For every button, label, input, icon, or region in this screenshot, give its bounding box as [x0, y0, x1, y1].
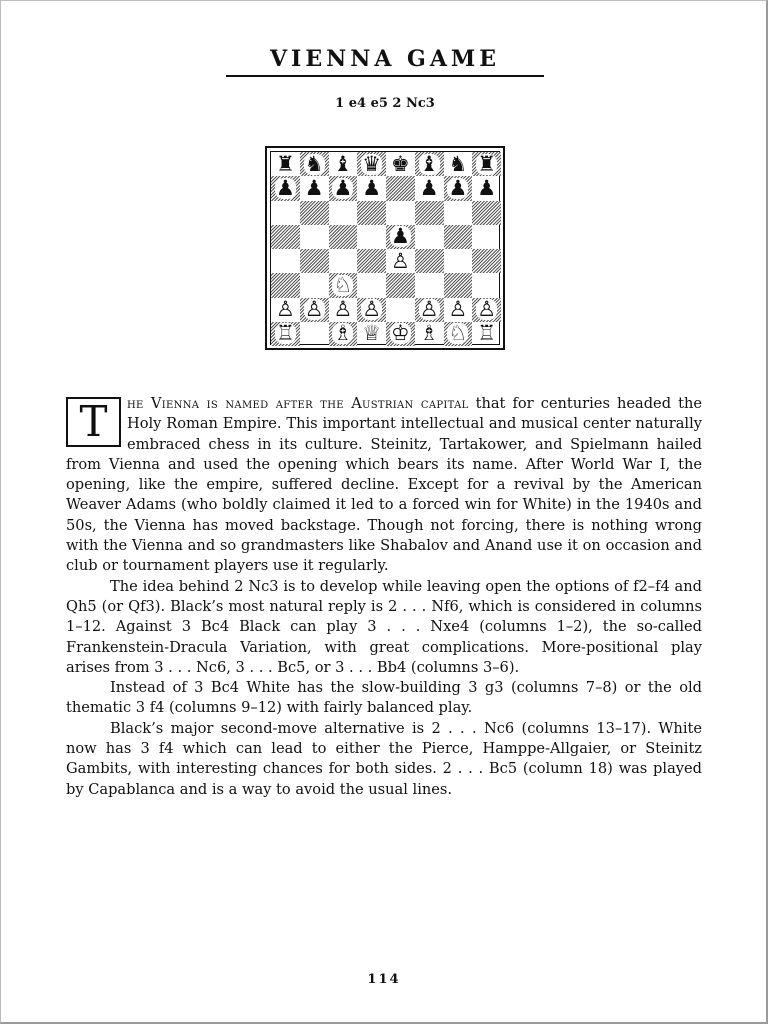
- chess-piece-icon: ♟: [304, 175, 324, 200]
- square-d5: [357, 225, 386, 249]
- square-f7: [415, 176, 444, 200]
- chess-piece-icon: ♜: [275, 151, 295, 176]
- square-d3: [357, 273, 386, 297]
- page-number: 114: [367, 972, 401, 987]
- chess-piece-icon: ♘: [333, 272, 353, 297]
- square-a6: [271, 201, 300, 225]
- chapter-title: VIENNA GAME: [269, 46, 501, 72]
- square-a1: [271, 322, 300, 346]
- chess-piece-icon: ♕: [362, 321, 382, 346]
- square-h8: [472, 152, 501, 176]
- chess-piece-icon: ♟: [362, 175, 382, 200]
- square-h2: [472, 298, 501, 322]
- square-d4: [357, 249, 386, 273]
- square-g1: [444, 322, 473, 346]
- square-g8: [444, 152, 473, 176]
- square-c3: [329, 273, 358, 297]
- opening-moves: 1 e4 e5 2 Nc3: [335, 96, 435, 111]
- chess-piece-icon: ♙: [333, 297, 353, 322]
- square-f2: [415, 298, 444, 322]
- chess-piece-icon: ♗: [419, 321, 439, 346]
- square-e6: [386, 201, 415, 225]
- chess-piece-icon: ♝: [333, 151, 353, 176]
- square-g2: [444, 298, 473, 322]
- square-h4: [472, 249, 501, 273]
- square-e7: [386, 176, 415, 200]
- chess-piece-icon: ♙: [362, 297, 382, 322]
- paragraph: The idea behind 2 Nc3 is to develop while leaving open the options of f2–f4 and Qh5 (or Qf3). Black’s most natural reply is 2 . . . Nf6, which is considered in columns 1–12. Against 3 Bc4 Black can play 3 . . . Nxe4 (columns 1–2), the so-called Frankenstein-Dracula Variation, with great complications. More-positional play arises from 3 . . . Nc6, 3 . . . Bc5, or 3 . . . Bb4 (columns 3–6).: [66, 577, 702, 676]
- square-e8: [386, 152, 415, 176]
- chess-piece-icon: ♙: [304, 297, 324, 322]
- square-b5: [300, 225, 329, 249]
- square-h5: [472, 225, 501, 249]
- chess-piece-icon: ♚: [390, 151, 410, 176]
- square-c5: [329, 225, 358, 249]
- chess-piece-icon: ♟: [448, 175, 468, 200]
- square-b3: [300, 273, 329, 297]
- square-h7: [472, 176, 501, 200]
- chess-piece-icon: ♟: [390, 224, 410, 249]
- chess-piece-icon: ♞: [448, 151, 468, 176]
- chess-piece-icon: ♘: [448, 321, 468, 346]
- chess-piece-icon: ♙: [419, 297, 439, 322]
- chess-piece-icon: ♟: [477, 175, 497, 200]
- chess-piece-icon: ♟: [275, 175, 295, 200]
- square-g5: [444, 225, 473, 249]
- square-a2: [271, 298, 300, 322]
- square-d2: [357, 298, 386, 322]
- square-e4: [386, 249, 415, 273]
- chess-board: [270, 151, 500, 345]
- square-a8: [271, 152, 300, 176]
- square-g6: [444, 201, 473, 225]
- intro-smallcaps: he Vienna is named after the Austrian capital: [127, 395, 469, 412]
- square-e5: [386, 225, 415, 249]
- square-a4: [271, 249, 300, 273]
- square-a5: [271, 225, 300, 249]
- paragraph: Instead of 3 Bc4 White has the slow-building 3 g3 (columns 7–8) or the old thematic 3 f4 (columns 9–12) with fairly balanced play.: [66, 679, 702, 717]
- square-f6: [415, 201, 444, 225]
- chess-piece-icon: ♔: [390, 321, 410, 346]
- chess-piece-icon: ♝: [419, 151, 439, 176]
- square-b6: [300, 201, 329, 225]
- chess-piece-icon: ♖: [275, 321, 295, 346]
- chess-piece-icon: ♟: [419, 175, 439, 200]
- square-f8: [415, 152, 444, 176]
- chess-piece-icon: ♛: [362, 151, 382, 176]
- square-c6: [329, 201, 358, 225]
- chess-piece-icon: ♟: [333, 175, 353, 200]
- chess-piece-icon: ♙: [275, 297, 295, 322]
- chess-piece-icon: ♙: [477, 297, 497, 322]
- chess-piece-icon: ♞: [304, 151, 324, 176]
- square-b7: [300, 176, 329, 200]
- square-c1: [329, 322, 358, 346]
- square-b1: [300, 322, 329, 346]
- chess-piece-icon: ♙: [390, 248, 410, 273]
- square-b4: [300, 249, 329, 273]
- chess-diagram: [265, 146, 505, 350]
- drop-cap: T: [66, 397, 121, 447]
- square-h3: [472, 273, 501, 297]
- square-b2: [300, 298, 329, 322]
- square-h1: [472, 322, 501, 346]
- square-c4: [329, 249, 358, 273]
- intro-text: that for centuries headed the Holy Roman Empire. This important intellectual and musical center naturally embraced chess in its culture. Steinitz, Tartakower, and Spielmann hailed from Vienna and used the opening which bears its name. After World War I, the opening, like the empire, suffered decline. Except for a revival by the American Weaver Adams (who boldly claimed it led to a forced win for White) in the 1940s and 50s, the Vienna has moved backstage. Though not forcing, there is nothing wrong with the Vienna and so grandmasters like Shabalov and Anand use it on occasion and club or tournament players use it regularly.: [66, 395, 702, 575]
- chess-piece-icon: ♗: [333, 321, 353, 346]
- article-body: [66, 394, 702, 800]
- square-c7: [329, 176, 358, 200]
- square-c8: [329, 152, 358, 176]
- intro-paragraph: [66, 394, 702, 577]
- chess-piece-icon: ♙: [448, 297, 468, 322]
- square-d7: [357, 176, 386, 200]
- square-a7: [271, 176, 300, 200]
- square-f1: [415, 322, 444, 346]
- square-e2: [386, 298, 415, 322]
- chess-piece-icon: ♖: [477, 321, 497, 346]
- square-f4: [415, 249, 444, 273]
- square-b8: [300, 152, 329, 176]
- square-g7: [444, 176, 473, 200]
- square-d6: [357, 201, 386, 225]
- chess-piece-icon: ♜: [477, 151, 497, 176]
- square-g4: [444, 249, 473, 273]
- square-d8: [357, 152, 386, 176]
- square-h6: [472, 201, 501, 225]
- square-g3: [444, 273, 473, 297]
- square-f3: [415, 273, 444, 297]
- paragraph: Black’s major second-move alternative is 2 . . . Nc6 (columns 13–17). White now has 3 f4 which can lead to either the Pierce, Hamppe-Allgaier, or Steinitz Gambits, with interesting chances for both sides. 2 . . . Bc5 (column 18) was played by Capablanca and is a way to avoid the usual lines.: [66, 719, 702, 798]
- square-f5: [415, 225, 444, 249]
- square-c2: [329, 298, 358, 322]
- square-e3: [386, 273, 415, 297]
- square-d1: [357, 322, 386, 346]
- title-rule: [226, 75, 544, 77]
- square-a3: [271, 273, 300, 297]
- square-e1: [386, 322, 415, 346]
